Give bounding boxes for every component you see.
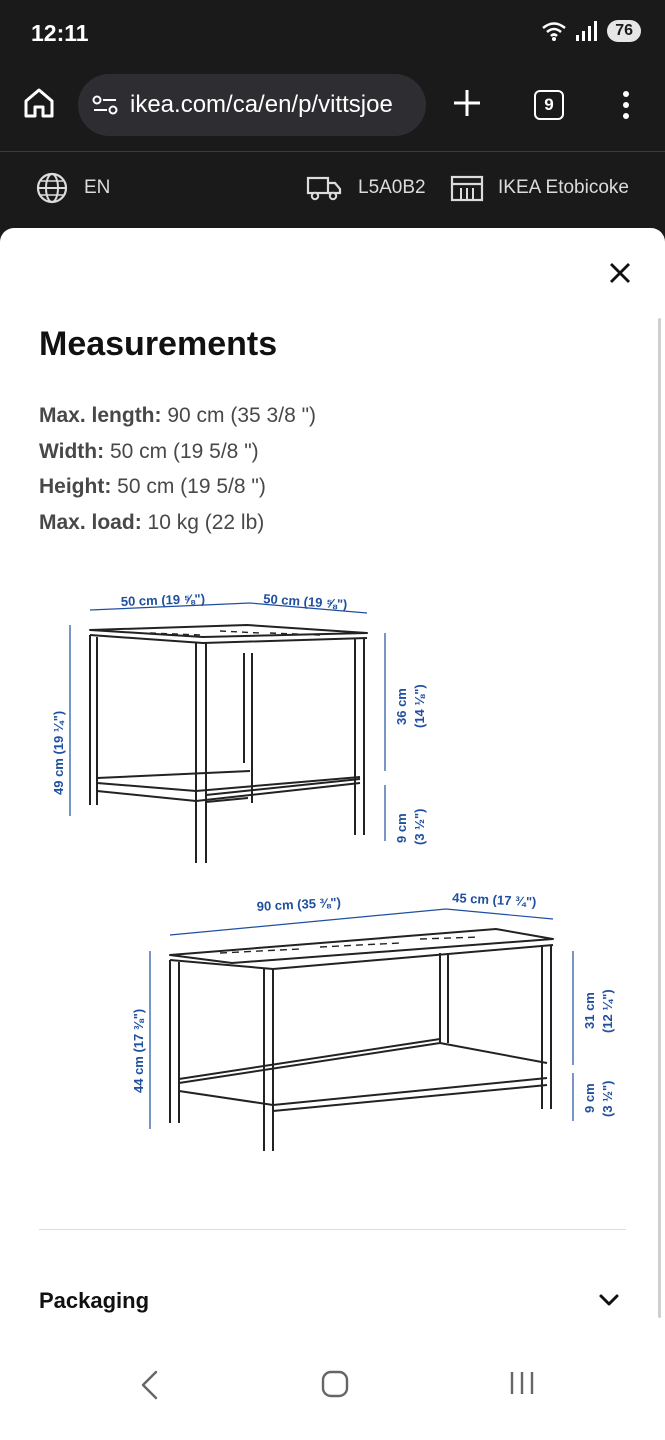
more-menu-icon[interactable]	[616, 90, 636, 120]
large-depth-label: 45 cm (17 ¾")	[451, 890, 537, 910]
language-selector[interactable]	[36, 172, 110, 204]
status-bar	[0, 0, 665, 68]
sheet-title: Measurements	[39, 325, 278, 363]
delivery-truck-icon	[306, 174, 342, 202]
spec-width: Width: 50 cm (19 5/8 ")	[39, 439, 259, 463]
packaging-accordion[interactable]	[39, 1284, 626, 1318]
language-label[interactable]: EN	[84, 177, 111, 198]
new-tab-icon[interactable]	[452, 88, 482, 118]
url-text[interactable]: ikea.com/ca/en/p/vittsjoe	[130, 91, 393, 118]
home-nav-icon[interactable]	[320, 1369, 350, 1399]
delivery-postal-code[interactable]	[306, 174, 426, 202]
site-settings-icon[interactable]	[92, 94, 118, 116]
small-lower-cm-label: 9 cm	[394, 813, 409, 843]
large-upper-cm-label: 31 cm	[582, 992, 597, 1029]
dimension-diagram	[0, 573, 665, 1173]
store-label[interactable]: IKEA Etobicoke	[498, 177, 629, 198]
spec-list	[39, 398, 316, 540]
tab-switcher-button[interactable]: 9	[534, 90, 564, 120]
spec-max-load: Max. load: 10 kg (22 lb)	[39, 510, 265, 534]
small-width-b-label: 50 cm (19 ⅝")	[262, 591, 348, 612]
status-time: 12:11	[31, 20, 89, 46]
system-nav-bar	[0, 1360, 665, 1440]
small-height-total-label: 49 cm (19 ¼")	[51, 710, 66, 795]
browser-toolbar	[0, 68, 665, 152]
address-bar[interactable]	[78, 74, 426, 136]
large-height-total-label: 44 cm (17 ⅜")	[131, 1008, 146, 1093]
small-width-a-label: 50 cm (19 ⅝")	[120, 591, 206, 609]
packaging-label[interactable]: Packaging	[39, 1288, 150, 1313]
battery-indicator: 76	[607, 20, 641, 42]
home-icon[interactable]	[22, 86, 56, 120]
status-icons	[541, 20, 641, 42]
close-icon[interactable]	[608, 261, 632, 285]
spec-max-length: Max. length: 90 cm (35 3/8 ")	[39, 404, 317, 427]
back-icon[interactable]	[138, 1368, 160, 1402]
large-length-label: 90 cm (35 ⅜")	[256, 894, 342, 914]
large-lower-cm-label: 9 cm	[582, 1083, 597, 1113]
signal-icon	[575, 20, 599, 42]
store-icon	[450, 174, 484, 202]
spec-height: Height: 50 cm (19 5/8 ")	[39, 475, 266, 498]
small-lower-in-label: (3 ½")	[412, 808, 427, 845]
section-divider	[39, 1229, 626, 1230]
chevron-down-icon[interactable]	[598, 1292, 620, 1308]
postal-code-label[interactable]: L5A0B2	[358, 177, 426, 198]
store-selector[interactable]	[450, 174, 629, 202]
ikea-header	[0, 152, 665, 228]
large-upper-in-label: (12 ¼")	[600, 989, 615, 1033]
recents-icon[interactable]	[508, 1368, 536, 1398]
small-upper-in-label: (14 ⅛")	[412, 684, 427, 728]
wifi-icon	[541, 20, 567, 42]
globe-icon	[36, 172, 68, 204]
measurements-sheet	[0, 228, 665, 1440]
large-lower-in-label: (3 ½")	[600, 1080, 615, 1117]
small-upper-cm-label: 36 cm	[394, 688, 409, 725]
